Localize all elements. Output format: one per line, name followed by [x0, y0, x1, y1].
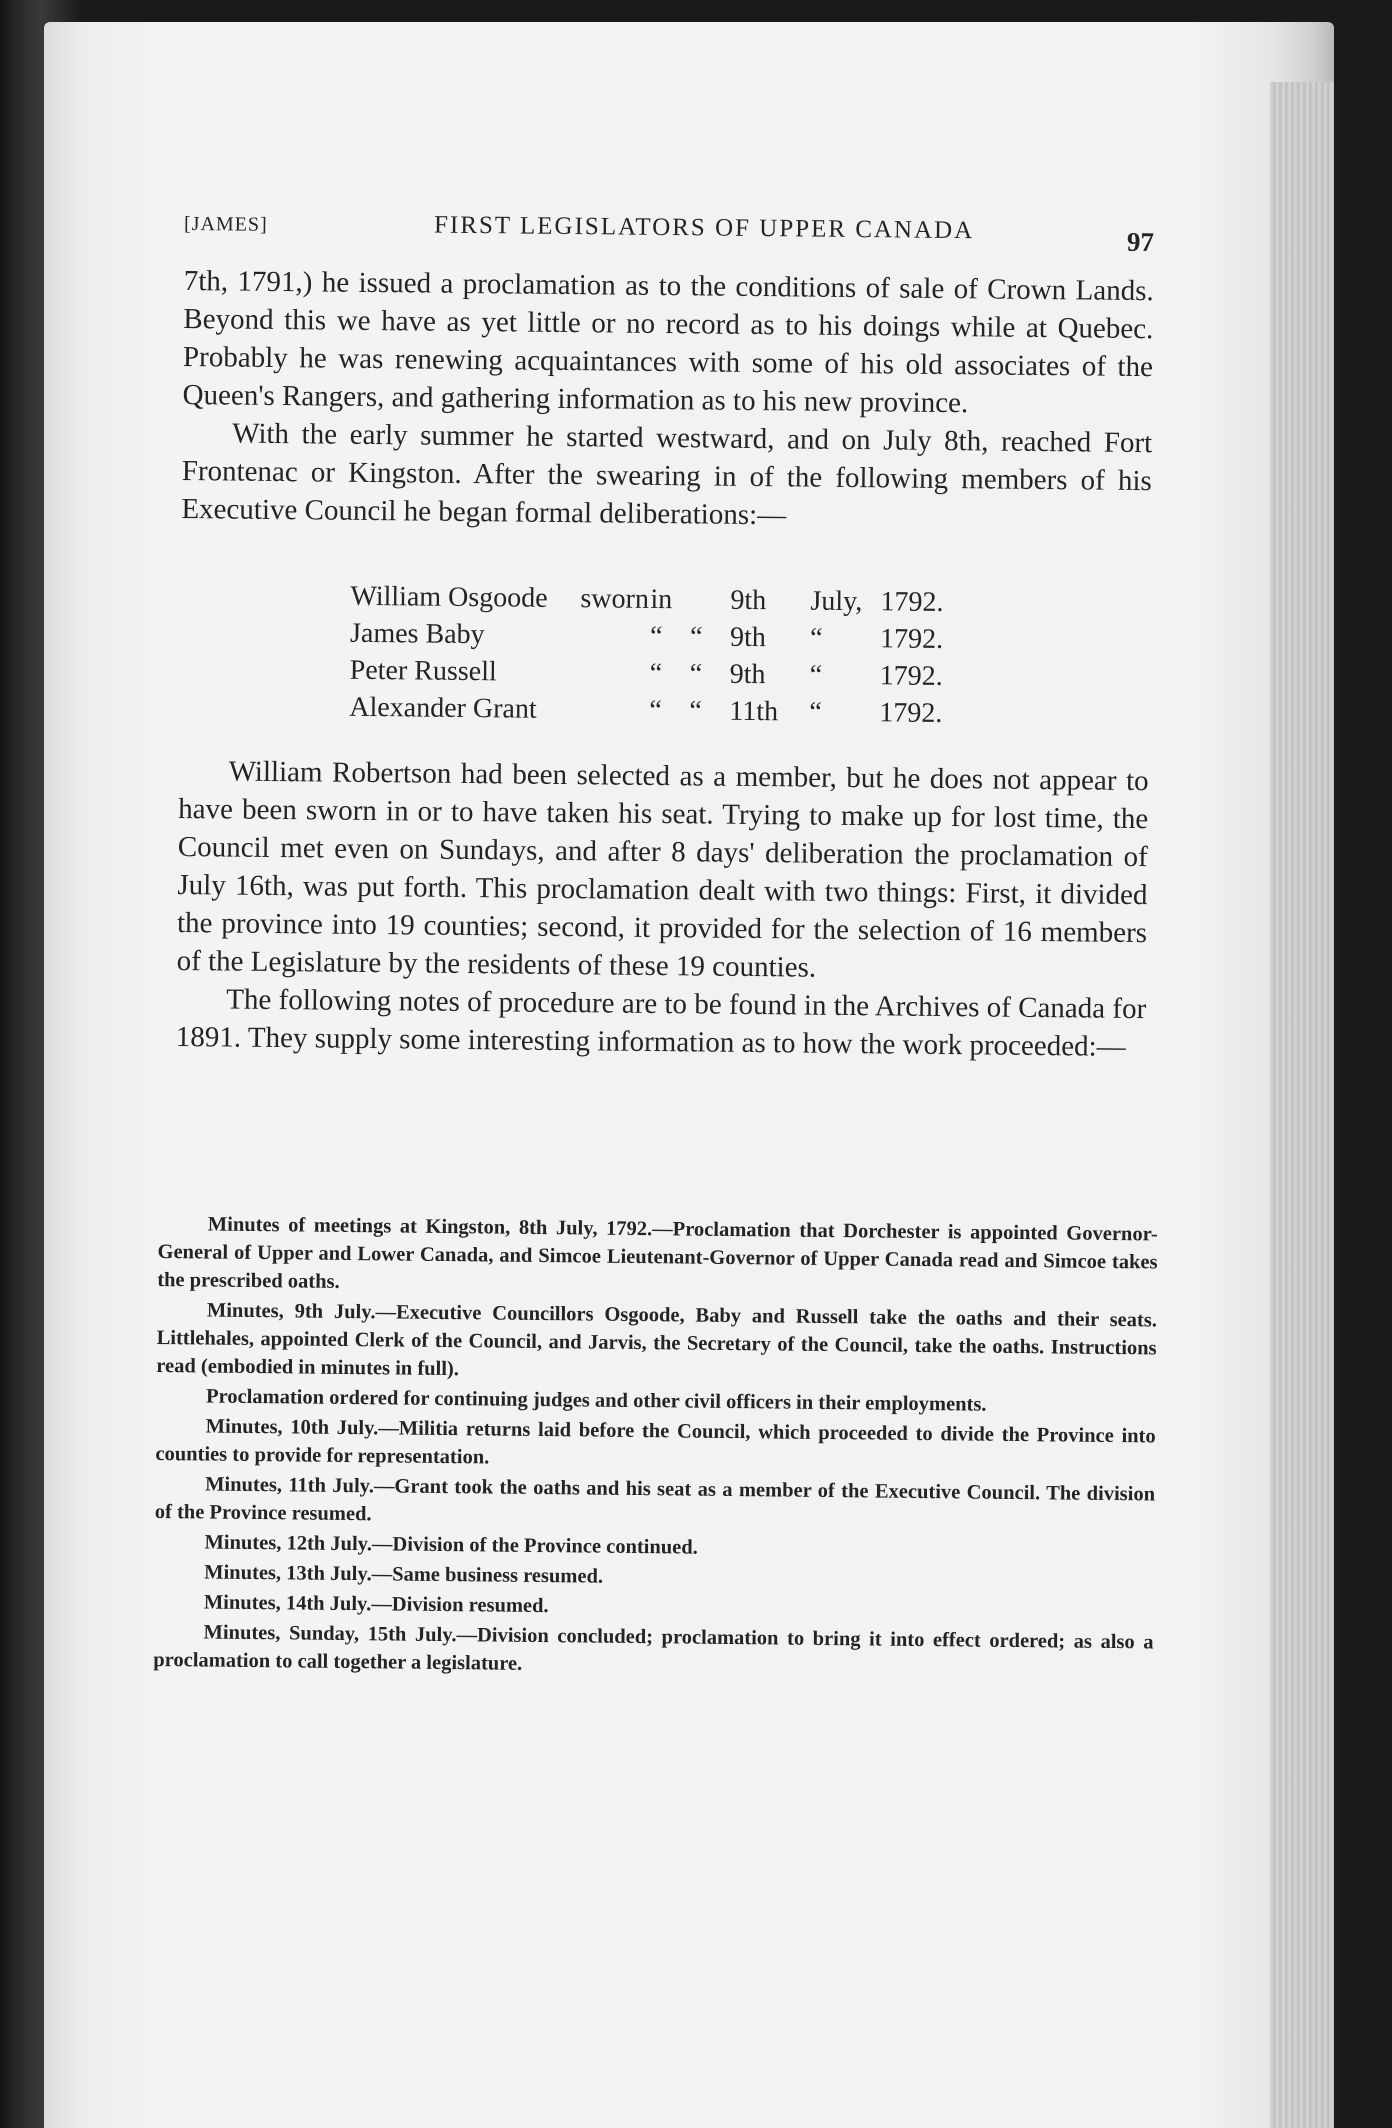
day: 9th: [729, 658, 766, 691]
sworn-word: sworn: [580, 583, 650, 615]
ditto-mark: “: [649, 620, 663, 653]
note: Minutes, Sunday, 15th July.—Division concluded; proclamation to bring it into effect ordered; as also a proclamation to call together a legislature.: [153, 1621, 1154, 1675]
year: 1792.: [879, 623, 944, 655]
month: July,: [810, 585, 863, 618]
body-text: [176, 262, 1154, 1066]
page-edges: [1270, 82, 1334, 2128]
council-row: [349, 689, 989, 733]
year: 1792.: [879, 697, 943, 729]
in-word: in: [650, 583, 673, 616]
note: Minutes, 9th July.—Executive Councillors Osgoode, Baby and Russell take the oaths and their seats. Littlehales, appointed Clerk of the Council, and Jarvis, the Secretary of the Council, take the oaths. Instructions read (embodied in minutes in full).: [156, 1299, 1158, 1381]
running-header: [184, 209, 1154, 259]
paragraph: William Robertson had been selected as a member, but he does not appear to have been sworn in or to have taken his seat. Trying to make up for lost time, the Council met even on Sundays, and after 8 days' deliberation the proclamation of July 16th, was put forth. This proclamation dealt with two things: First, it divided the province into 19 counties; second, it provided for the selection of 16 members of the Legislature by the residents of these 19 counties.: [176, 755, 1149, 984]
paragraph: 7th, 1791,) he issued a proclamation as to the conditions of sale of Crown Lands. Beyond this we have as yet little or no record as to his doings while at Quebec. Probably he was renewing acquaintances with some of his old associates of the Queen's Rangers, and gathering information as to his new province.: [182, 264, 1154, 420]
ditto-mark: “: [689, 658, 703, 690]
month: “: [809, 696, 822, 728]
month: “: [809, 659, 823, 691]
note: Minutes, 10th July.—Militia returns laid before the Council, which proceeded to divide the Province into counties to provide for representation.: [155, 1415, 1156, 1469]
ditto-mark: “: [689, 695, 702, 727]
note: Minutes of meetings at Kingston, 8th July, 1792.—Proclamation that Dorchester is appointed Governor-General of Upper and Lower Canada, and Simcoe Lieutenant-Governor of Upper Canada read and Simcoe takes the prescribed oaths.: [157, 1213, 1158, 1293]
councillor-name: William Osgoode: [350, 580, 548, 614]
council-list: [349, 578, 991, 733]
councillor-name: James Baby: [349, 617, 485, 651]
day: 9th: [730, 584, 767, 617]
note: Proclamation ordered for continuing judges and other civil officers in their employments.: [205, 1385, 987, 1416]
book-page: [44, 22, 1334, 2128]
day: 9th: [729, 621, 767, 654]
note: Minutes, 11th July.—Grant took the oaths and his seat as a member of the Executive Council. The division of the Province resumed.: [154, 1473, 1156, 1526]
page-number: 97: [1126, 226, 1155, 258]
paragraph: The following notes of procedure are to be found in the Archives of Canada for 1891. They supply some interesting information as to how the work proceeded:—: [175, 983, 1147, 1063]
note: Minutes, 13th July.—Same business resumed.: [204, 1561, 604, 1588]
procedure-notes: [153, 1210, 1158, 1686]
ditto-mark: “: [689, 621, 703, 653]
note: Minutes, 12th July.—Division of the Province continued.: [204, 1531, 698, 1559]
councillor-name: Peter Russell: [349, 654, 497, 688]
year: 1792.: [880, 586, 944, 618]
month: “: [809, 622, 823, 654]
header-title: FIRST LEGISLATORS OF UPPER CANADA: [433, 211, 975, 245]
councillor-name: Alexander Grant: [349, 691, 537, 725]
day: 11th: [729, 695, 779, 728]
year: 1792.: [879, 660, 943, 692]
ditto-mark: “: [649, 694, 662, 727]
note: Minutes, 14th July.—Division resumed.: [203, 1591, 549, 1618]
ditto-mark: “: [649, 657, 663, 690]
paragraph: With the early summer he started westward, and on July 8th, reached Fort Frontenac or Kingston. After the swearing in of the following members of his Executive Council he began formal deliberations:—: [181, 417, 1153, 532]
header-tag: [JAMES]: [183, 212, 268, 236]
